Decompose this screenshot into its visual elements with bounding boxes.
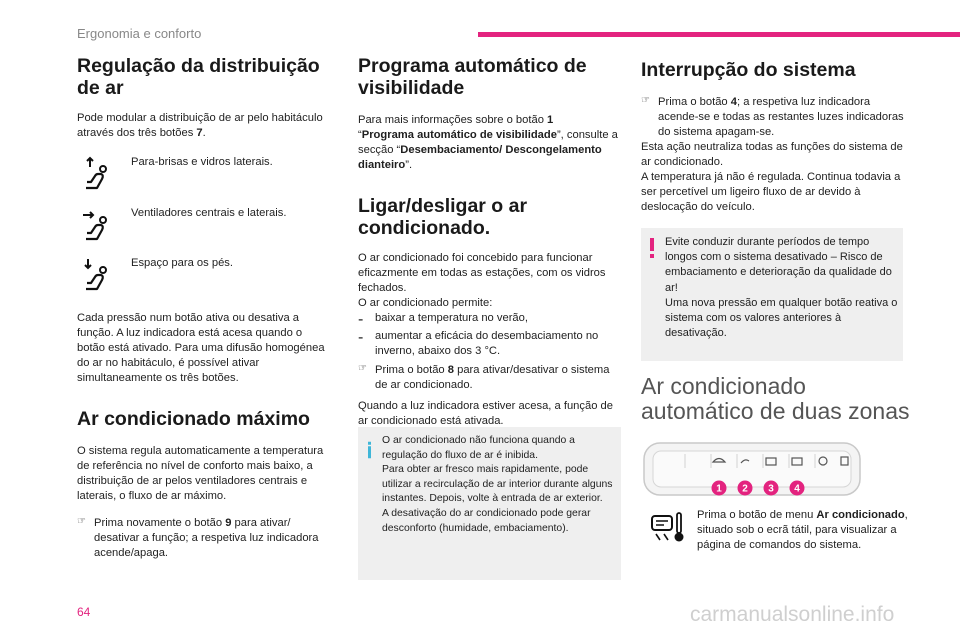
column-1 [77,55,327,561]
stop-para-2: A temperatura já não é regulada. Continua todavia a ser percetível um ligeiro fluxo de ar devido à deslocação do veículo. [641,171,901,213]
ac-dash-item: - aumentar a eficácia do desembaciamento no inverno, abaixo dos 3 °C. [358,329,599,357]
ac-menu-icon [650,510,688,544]
info-line: Para obter ar fresco mais rapidamente, pode utilizar a recirculação de ar interior durante alguns instantes. Depois, volte à entrada de ar exterior. [382,464,613,505]
heading-ac-onoff: Ligar/desligar o ar condicionado. [358,195,528,239]
distribution-para: Cada pressão num botão ativa ou desativa a função. A luz indicadora está acesa quando o botão está ativado. Para uma difusão homogénea do ar no habitáculo, é possível ativar simultaneamente os três botões. [77,312,325,384]
bullet-marker-icon: ☞ [77,516,86,527]
stop-para-1: Esta ação neutraliza todas as funções do sistema de ar condicionado. [641,141,903,168]
max-ac-para: O sistema regula automaticamente a temperatura de referência no nível de conforto mais baixo, a distribuição de ar pelos ventiladores centrais e laterais, o fluxo de ar máximo. [77,445,324,502]
callout-1: 1 [716,483,722,495]
windscreen-mode-icon [77,155,117,195]
header-accent-bar [478,32,960,37]
section-header: Ergonomia e conforto [77,26,202,41]
heading-air-distribution: Regulação da distribuição de ar [77,55,320,99]
bullet-marker-icon: ☞ [641,95,650,106]
column-3 [641,55,911,215]
warning-box [641,228,903,361]
info-icon [368,439,371,461]
warning-icon [649,238,655,258]
max-ac-bullet: ☞ Prima novamente o botão 9 para ativar/ desativar a função; a respetiva luz indicadora acende/apaga. [77,516,319,559]
heading-dual-zone: Ar condicionado automático de duas zonas [641,373,910,424]
heading-visibility: Programa automático de visibilidade [358,55,587,99]
mode-windscreen: Para-brisas e vidros laterais. [77,155,327,200]
feet-mode-icon [77,256,117,296]
column-2 [358,55,621,429]
distribution-intro: Pode modular a distribuição de ar pelo habitáculo através dos três botões 7. [77,112,323,139]
heading-max-ac: Ar condicionado máximo [77,408,310,430]
warning-line: Evite conduzir durante períodos de tempo longos com o sistema desativado – Risco de embaciamento e deterioração da qualidade do ar! [665,236,892,294]
callout-3: 3 [768,483,774,495]
stop-bullet: ☞ Prima o botão 4; a respetiva luz indicadora acende-se e todas as restantes luzes indicadoras do sistema apagam-se. [641,95,904,138]
info-line: A desativação do ar condicionado pode gerar desconforto (humidade, embaciamento). [382,507,591,534]
ac-bullet: ☞ Prima o botão 8 para ativar/desativar o sistema de ar condicionado. [358,363,610,391]
control-panel-illustration [641,440,863,500]
page-number: 64 [77,605,91,619]
info-line: O ar condicionado não funciona quando a regulação do fluxo de ar é inibida. [382,435,575,461]
central-vents-mode-icon [77,206,117,246]
ac-dash-item: - baixar a temperatura no verão, [358,311,528,328]
callout-2: 2 [742,483,748,495]
mode-vents: Ventiladores centrais e laterais. [77,206,327,251]
callout-4: 4 [794,483,800,495]
footer-watermark: carmanualsonline.info [690,603,895,626]
ac-para-1: O ar condicionado foi concebido para funcionar eficazmente em todas as estações, com os vidros fechados. [358,252,606,294]
info-box [358,427,621,580]
ac-para-2: O ar condicionado permite: [358,297,493,309]
bullet-marker-icon: ☞ [358,363,367,374]
ac-para-3: Quando a luz indicadora estiver acesa, a função de ar condicionado está ativada. [358,400,613,427]
visibility-para: Para mais informações sobre o botão 1 “Programa automático de visibilidade”, consulte a secção “Desembaciamento/ Descongelamento dianteiro”. [358,114,618,171]
ac-menu-text: Prima o botão de menu Ar condicionado, situado sob o ecrã tátil, para visualizar a página de comandos do sistema. [697,509,908,551]
mode-feet: Espaço para os pés. [77,256,327,301]
warning-line: Uma nova pressão em qualquer botão reativa o sistema com os valores anteriores à desativação. [665,296,898,340]
heading-system-stop: Interrupção do sistema [641,59,856,81]
